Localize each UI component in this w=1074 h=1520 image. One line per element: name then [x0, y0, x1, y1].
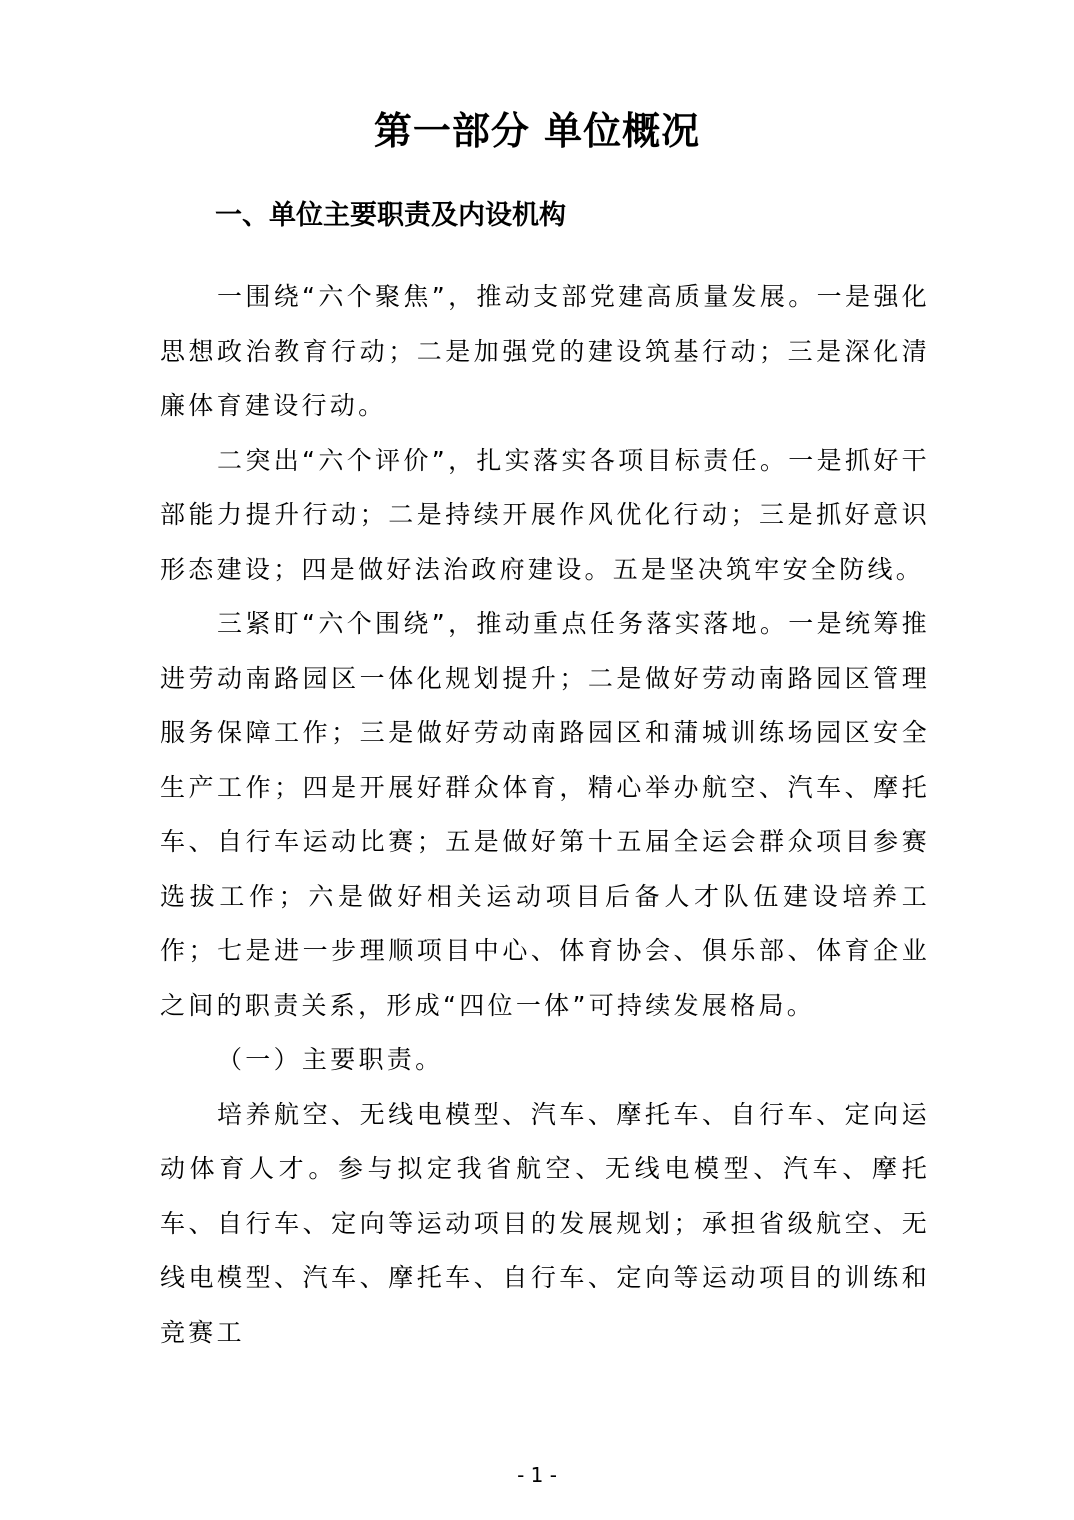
sub-heading-main-duties: （一）主要职责。	[217, 1045, 444, 1074]
paragraph-1: 一围绕“六个聚焦”，推动支部党建高质量发展。一是强化思想政治教育行动；二是加强党的建设筑基行动；三是深化清廉体育建设行动。	[160, 282, 930, 420]
body-text	[160, 270, 930, 1360]
page-title: 第一部分 单位概况	[373, 108, 701, 153]
duties-paragraph: 培养航空、无线电模型、汽车、摩托车、自行车、定向运动体育人才。参与拟定我省航空、无线电模型、汽车、摩托车、自行车、定向等运动项目的发展规划；承担省级航空、无线电模型、汽车、摩托车、自行车、定向等运动项目的训练和竞赛工	[160, 1099, 930, 1347]
paragraph-3: 三紧盯“六个围绕”，推动重点任务落实落地。一是统筹推进劳动南路园区一体化规划提升；二是做好劳动南路园区管理服务保障工作；三是做好劳动南路园区和蒲城训练场园区安全生产工作；四是开展好群众体育，精心举办航空、汽车、摩托车、自行车运动比赛；五是做好第十五届全运会群众项目参赛选拔工作；六是做好相关运动项目后备人才队伍建设培养工作；七是进一步理顺项目中心、体育协会、俱乐部、体育企业之间的职责关系，形成“四位一体”可持续发展格局。	[160, 609, 930, 1020]
paragraph-2: 二突出“六个评价”，扎实落实各项目标责任。一是抓好干部能力提升行动；二是持续开展作风优化行动；三是抓好意识形态建设；四是做好法治政府建设。五是坚决筑牢安全防线。	[160, 445, 930, 584]
section-heading: 一、单位主要职责及内设机构	[215, 200, 566, 231]
page-number: - 1 -	[517, 1463, 557, 1487]
